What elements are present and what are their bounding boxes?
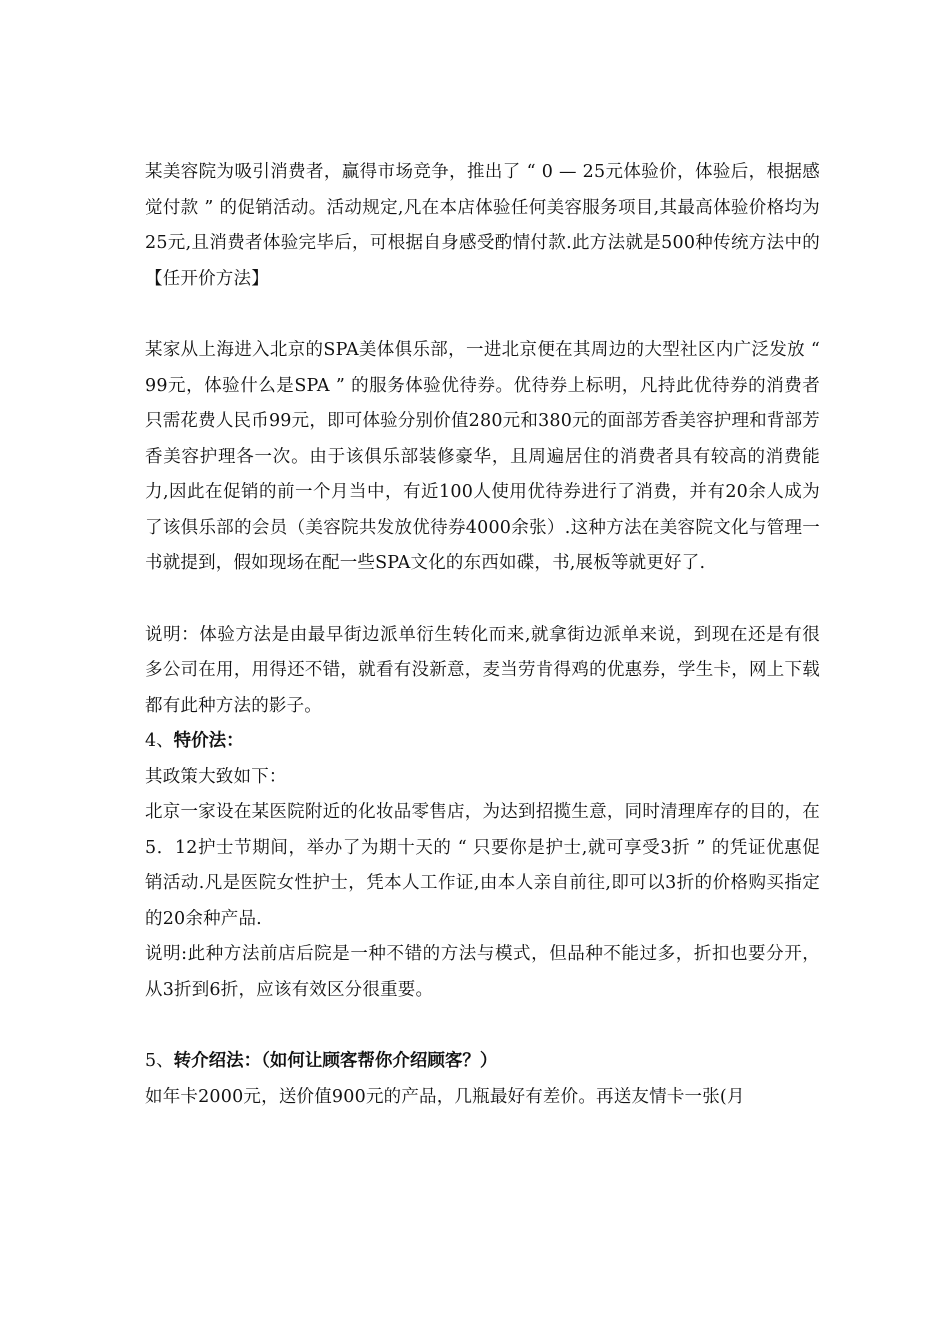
paragraph-annual-card: 如年卡2000元，送价值900元的产品，几瓶最好有差价。再送友情卡一张(月 xyxy=(145,1086,745,1107)
paragraph-gap xyxy=(145,582,820,618)
section-number: 5、 xyxy=(145,1051,174,1071)
document-page xyxy=(145,155,820,1115)
section-heading-special-price xyxy=(145,724,820,760)
section-heading-referral xyxy=(145,1044,820,1080)
paragraph-gap xyxy=(145,1008,820,1044)
paragraph-experience-price: 某美容院为吸引消费者，赢得市场竞争，推出了 “ 0 — 25元体验价，体验后，根据感觉付款 ” 的促销活动。活动规定,凡在本店体验任何美容服务项目,其最高体验价格均为25元,且消费者体验完毕后，可根据自身感受酌情付款.此方法就是500种传统方法中的【任开价方法】 xyxy=(145,162,820,289)
paragraph-spa-club: 某家从上海进入北京的SPA美体俱乐部，一进北京便在其周边的大型社区内广泛发放 “ 99元，体验什么是SPA ” 的服务体验优待券。优待券上标明，凡持此优待券的消费者只需花费人民币99元，即可体验分别价值280元和380元的面部芳香美容护理和背部芳香美容护理各一次。由于该俱乐部装修豪华，且周遍居住的消费者具有较高的消费能力,因此在促销的前一个月当中，有近100人使用优待券进行了消费，并有20余人成为了该俱乐部的会员（美容院共发放优待券4000余张）.这种方法在美容院文化与管理一书就提到，假如现场在配一些SPA文化的东西如碟，书,展板等就更好了. xyxy=(145,340,820,573)
paragraph-policy-intro: 其政策大致如下： xyxy=(145,766,287,787)
paragraph-gap xyxy=(145,297,820,333)
paragraph-nurse-discount: 北京一家设在某医院附近的化妆品零售店，为达到招揽生意，同时清理库存的目的，在5．12护士节期间，举办了为期十天的 “ 只要你是护士,就可享受3折 ” 的凭证优惠促销活动.凡是医院女性护士，凭本人工作证,由本人亲自前往,即可以3折的价格购买指定的20余种产品. xyxy=(145,802,820,929)
section-title: 转介绍法：（如何让顾客帮你介绍顾客？） xyxy=(173,1051,498,1071)
section-number: 4、 xyxy=(145,731,174,751)
section-title: 特价法： xyxy=(173,731,244,751)
paragraph-explanation-2: 说明:此种方法前店后院是一种不错的方法与模式，但品种不能过多，折扣也要分开，从3折到6折，应该有效区分很重要。 xyxy=(145,944,820,1000)
paragraph-explanation-1: 说明：体验方法是由最早街边派单衍生转化而来,就拿街边派单来说，到现在还是有很多公司在用，用得还不错，就看有没新意，麦当劳肯得鸡的优惠券，学生卡，网上下载都有此种方法的影子。 xyxy=(145,624,820,716)
